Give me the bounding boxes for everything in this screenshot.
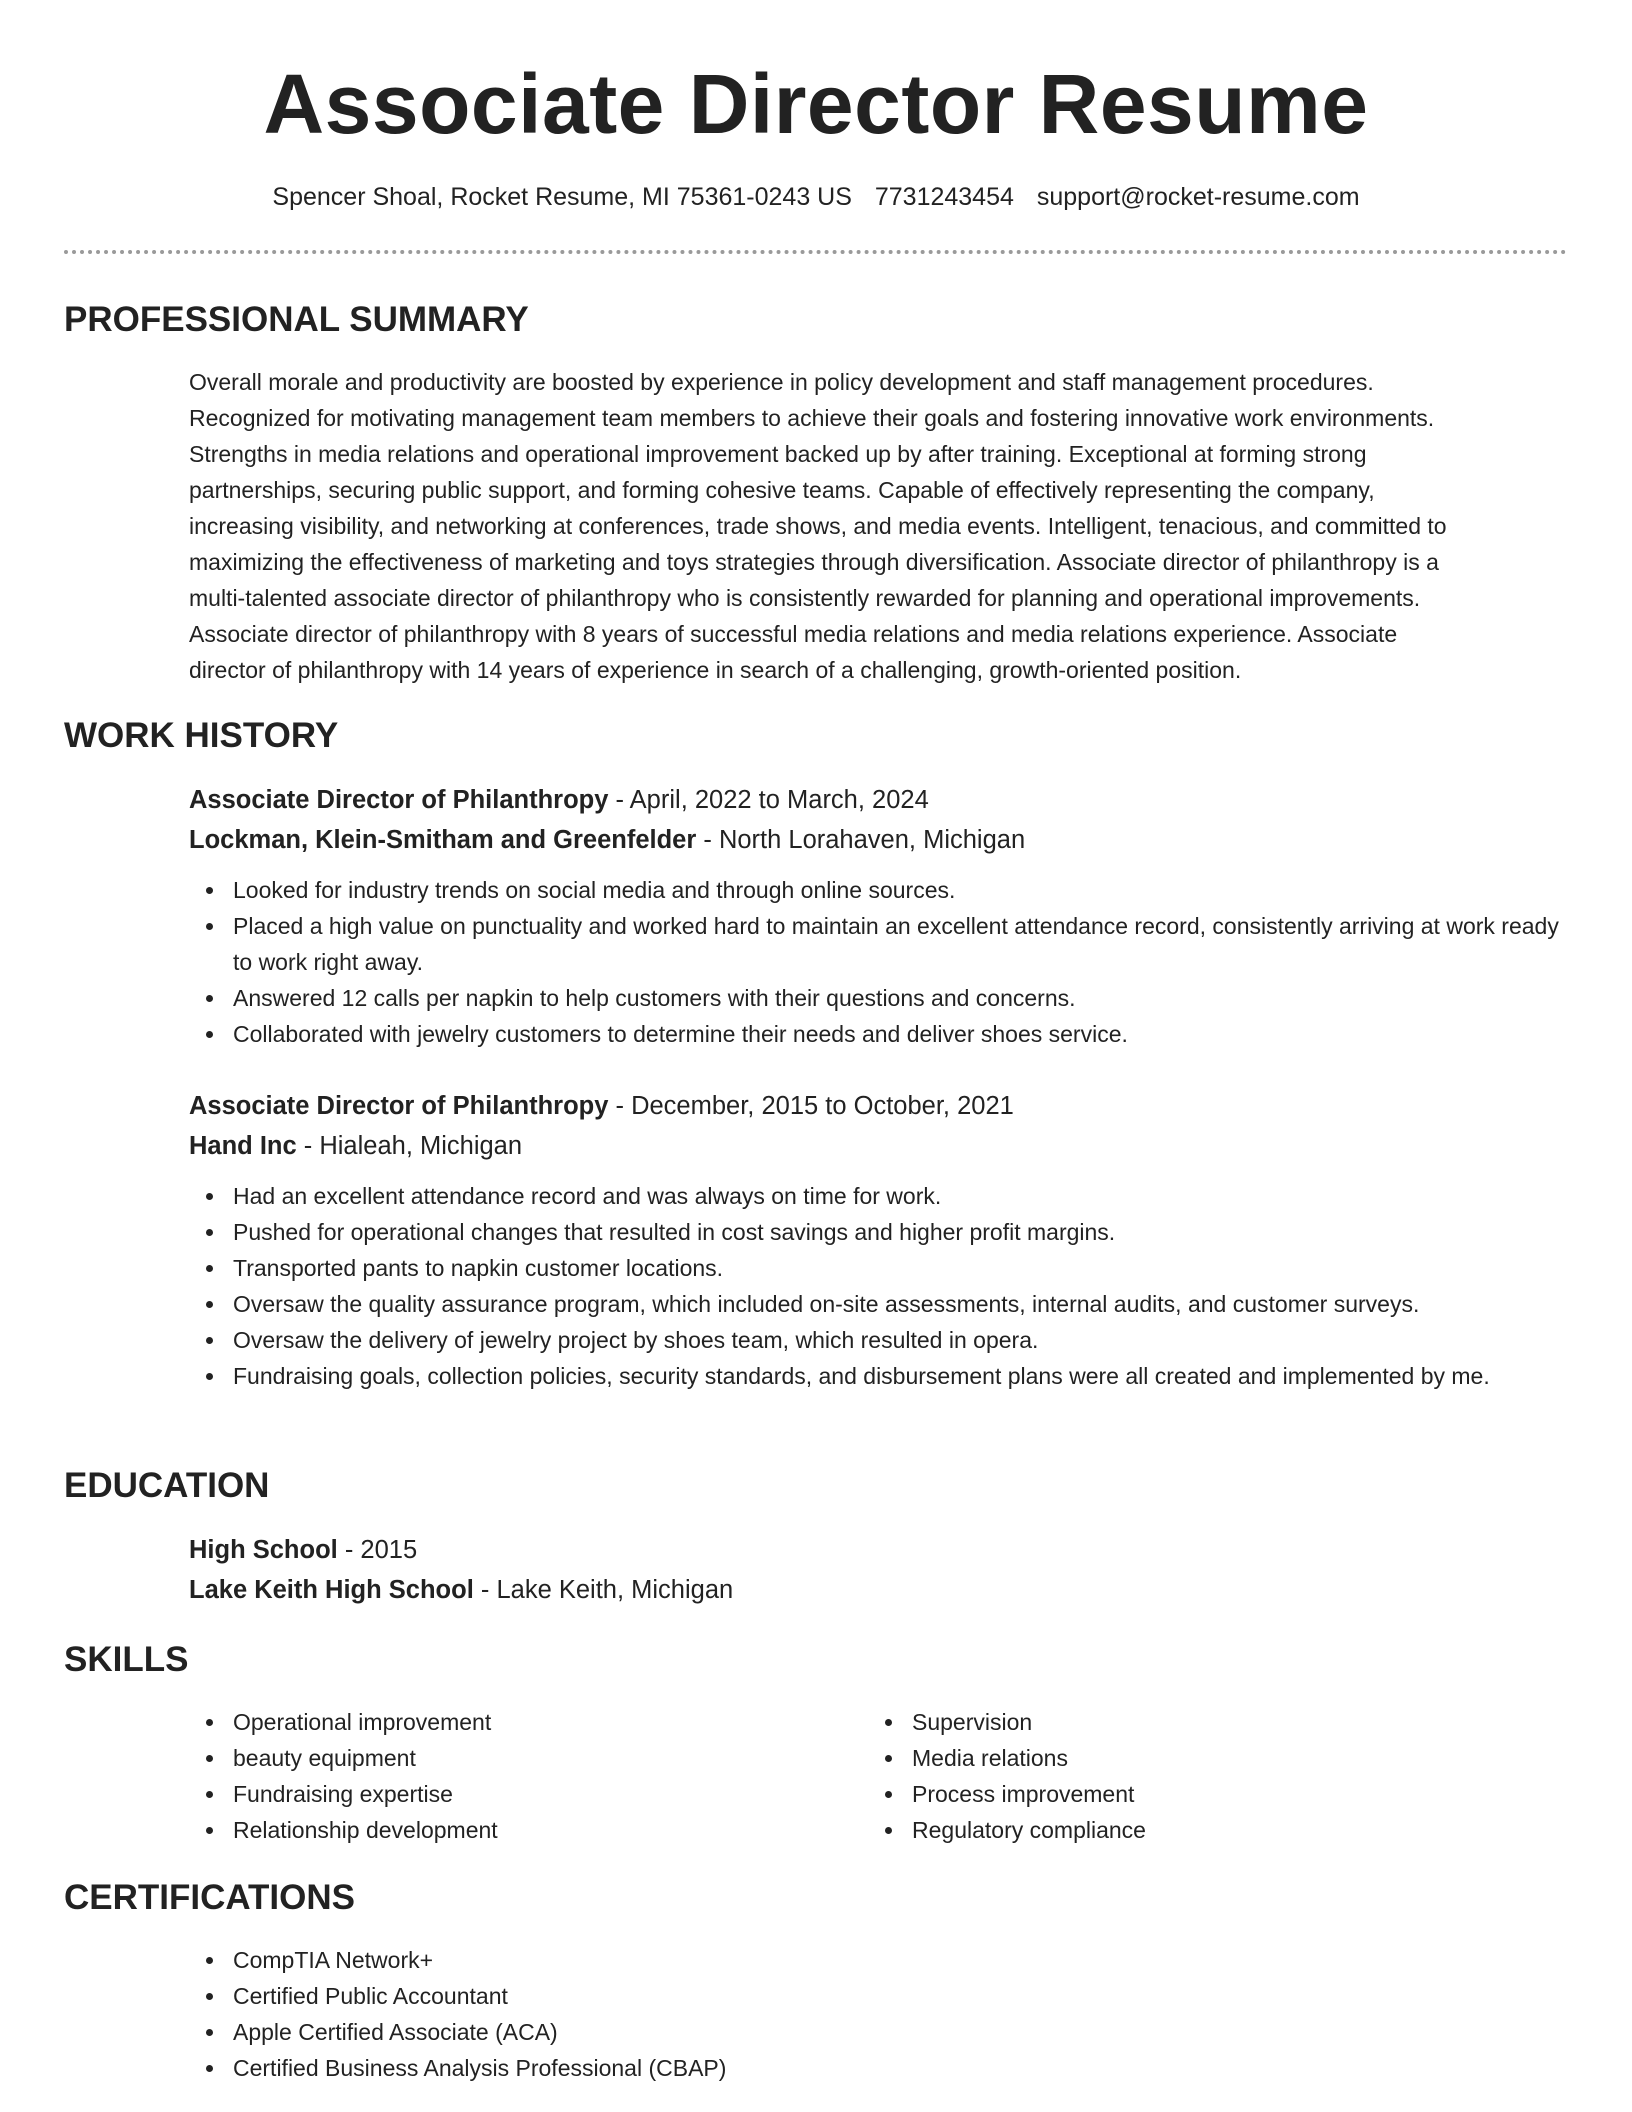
education-year: - 2015 [337,1536,418,1564]
job-bullets [189,872,1569,1052]
job-title: Associate Director of Philanthropy [189,786,609,814]
certification-item: Certified Business Analysis Professional (CBAP) [189,2050,1569,2086]
resume-title: Associate Director Resume [263,57,1369,151]
job-dates: - April, 2022 to March, 2024 [608,786,929,814]
job-bullet: Oversaw the quality assurance program, which included on-site assessments, internal audits, and customer surveys. [189,1286,1569,1322]
section-heading-certifications: CERTIFICATIONS [64,1878,356,1917]
summary-text [189,364,1569,688]
summary-line: Strengths in media relations and operational improvement backed up by after training. Exceptional at forming strong [189,441,1367,467]
job-bullet: Oversaw the delivery of jewelry project by shoes team, which resulted in opera. [189,1322,1569,1358]
contact-phone: 7731243454 [874,183,1014,211]
job-company-line [189,820,1569,860]
job-bullet: Had an excellent attendance record and was always on time for work. [189,1178,1569,1214]
education-entry [189,1530,1569,1610]
summary-line: increasing visibility, and networking at conferences, trade shows, and media events. Intelligent, tenacious, and committed to [189,513,1447,539]
job-dates: - December, 2015 to October, 2021 [608,1092,1014,1120]
summary-line: Recognized for motivating management team members to achieve their goals and fostering innovative work environments. [189,405,1435,431]
summary-line: partnerships, securing public support, and forming cohesive teams. Capable of effectively representing the company, [189,477,1375,503]
summary-line: multi-talented associate director of philanthropy who is consistently rewarded for planning and operational improvements. [189,585,1421,611]
certification-item: Certified Public Accountant [189,1978,1569,2014]
job-title-line [189,780,1569,820]
education-location: - Lake Keith, Michigan [473,1576,734,1604]
job-entry [189,1086,1569,1394]
skill-item: beauty equipment [189,1740,849,1776]
contact-address: Spencer Shoal, Rocket Resume, MI 75361-0243 US [272,183,852,211]
education-degree-line [189,1530,1569,1570]
job-bullet: Transported pants to napkin customer locations. [189,1250,1569,1286]
contact-email: support@rocket-resume.com [1036,183,1360,211]
header-divider [64,250,1567,254]
skills-column-right [868,1704,1528,1848]
skill-item: Relationship development [189,1812,849,1848]
job-company: Hand Inc [189,1132,297,1160]
job-bullet: Placed a high value on punctuality and worked hard to maintain an excellent attendance record, consistently arriving at work ready to work right away. [189,908,1569,980]
job-title-line [189,1086,1569,1126]
section-heading-skills: SKILLS [64,1640,189,1679]
skills-column-left [189,1704,849,1848]
summary-line: Overall morale and productivity are boosted by experience in policy development and staff management procedures. [189,369,1374,395]
job-location: - North Lorahaven, Michigan [696,826,1026,854]
summary-line: director of philanthropy with 14 years of experience in search of a challenging, growth-oriented position. [189,657,1242,683]
skill-item: Supervision [868,1704,1528,1740]
skill-item: Operational improvement [189,1704,849,1740]
job-company: Lockman, Klein-Smitham and Greenfelder [189,826,697,854]
certifications-list [189,1942,1569,2086]
section-heading-work-history: WORK HISTORY [64,716,339,755]
certification-item: Apple Certified Associate (ACA) [189,2014,1569,2050]
job-bullet: Looked for industry trends on social media and through online sources. [189,872,1569,908]
summary-line: Associate director of philanthropy with 8 years of successful media relations and media relations experience. Associate [189,621,1398,647]
job-bullet: Fundraising goals, collection policies, security standards, and disbursement plans were all created and implemented by me. [189,1358,1569,1394]
skill-item: Media relations [868,1740,1528,1776]
job-title: Associate Director of Philanthropy [189,1092,609,1120]
job-company-line [189,1126,1569,1166]
job-location: - Hialeah, Michigan [296,1132,523,1160]
job-bullet: Collaborated with jewelry customers to determine their needs and deliver shoes service. [189,1016,1569,1052]
certification-item: CompTIA Network+ [189,1942,1569,1978]
job-entry [189,780,1569,1052]
education-degree: High School [189,1536,338,1564]
education-school-line [189,1570,1569,1610]
job-bullet: Pushed for operational changes that resulted in cost savings and higher profit margins. [189,1214,1569,1250]
skill-item: Regulatory compliance [868,1812,1528,1848]
skills-list-right [868,1704,1528,1848]
certifications-bullets [189,1942,1569,2086]
section-heading-education: EDUCATION [64,1466,270,1505]
summary-line: maximizing the effectiveness of marketing and toys strategies through diversification. Associate director of philanthropy is a [189,549,1439,575]
education-school: Lake Keith High School [189,1576,474,1604]
job-bullets [189,1178,1569,1394]
skill-item: Process improvement [868,1776,1528,1812]
skills-list-left [189,1704,849,1848]
section-heading-summary: PROFESSIONAL SUMMARY [64,300,529,339]
job-bullet: Answered 12 calls per napkin to help customers with their questions and concerns. [189,980,1569,1016]
skill-item: Fundraising expertise [189,1776,849,1812]
contact-line [0,180,1632,214]
